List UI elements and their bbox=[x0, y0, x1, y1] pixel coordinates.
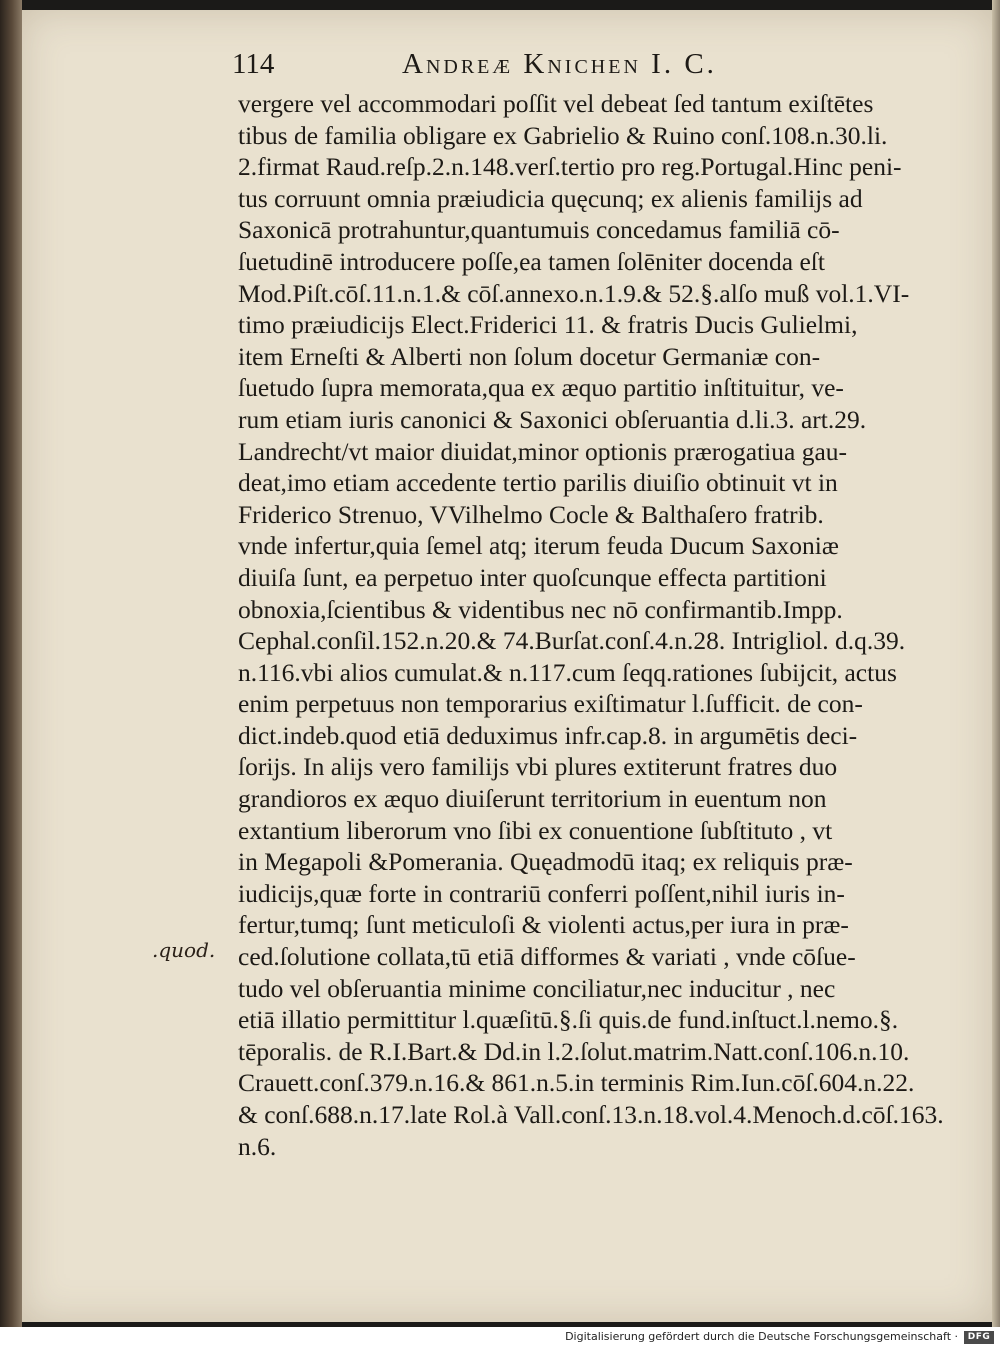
text-line: ſorijs. In alijs vero familijs vbi plures extiterunt fratres duo bbox=[238, 752, 838, 782]
footer-bar bbox=[0, 1327, 1000, 1349]
text-line: Saxonicā protrahuntur,quantumuis concedamus familiā cō- bbox=[238, 215, 840, 245]
page-number: 114 bbox=[232, 48, 275, 80]
text-line: diuiſa ſunt, ea perpetuo inter quoſcunque effecta partitioni bbox=[238, 562, 827, 592]
margin-annotation: .quod. bbox=[152, 938, 216, 962]
text-line: ſuetudo ſupra memorata,qua ex æquo partitio inſtituitur, ve- bbox=[238, 373, 844, 403]
text-line: rum etiam iuris canonici & Saxonici obſeruantia d.li.3. art.29. bbox=[238, 404, 867, 434]
text-line: Cephal.conſil.152.n.20.& 74.Burſat.conſ.4.n.28. Intrigliol. d.q.39. bbox=[238, 626, 906, 656]
text-line: enim perpetuus non temporarius exiſtimatur l.ſufficit. de con- bbox=[238, 689, 863, 719]
text-line: ſuetudinē introducere poſſe,ea tamen ſolēniter docenda eſt bbox=[238, 246, 825, 276]
text-line: tudo vel obſeruantia minime conciliatur,nec inducitur , nec bbox=[238, 973, 836, 1003]
text-line: grandioros ex æquo diuiſerunt territorium in euentum non bbox=[238, 784, 827, 814]
text-line: Landrecht/vt maior diuidat,minor optionis prærogatiua gau- bbox=[238, 436, 848, 466]
text-line: ced.ſolutione collata,tū etiā difformes & variati , vnde cōſue- bbox=[238, 942, 856, 972]
text-line: iudicijs,quæ forte in contrariū conferri poſſent,nihil iuris in- bbox=[238, 878, 845, 908]
text-line: n.6. bbox=[238, 1131, 277, 1161]
text-line: vnde infertur,quia ſemel atq; iterum feuda Ducum Saxoniæ bbox=[238, 531, 839, 561]
text-line: timo præiudicijs Elect.Friderici 11. & fratris Ducis Gulielmi, bbox=[238, 310, 858, 340]
page-header bbox=[232, 48, 952, 88]
text-line: Mod.Piſt.cōſ.11.n.1.& cōſ.annexo.n.1.9.& 52.§.alſo muß vol.1.VI- bbox=[238, 278, 910, 308]
text-line: extantium liberorum vno ſibi ex conuentione ſubſtituto , vt bbox=[238, 815, 833, 845]
running-title: Andreæ Knichen I. C. bbox=[402, 48, 717, 80]
text-line: tus corruunt omnia præiudicia quęcunq; ex alienis familijs ad bbox=[238, 183, 863, 213]
text-line: Friderico Strenuo, VVilhelmo Cocle & Balthaſero fratrib. bbox=[238, 499, 824, 529]
text-line: tēporalis. de R.I.Bart.& Dd.in l.2.ſolut.matrim.Natt.conſ.106.n.10. bbox=[238, 1036, 910, 1066]
text-line: deat,imo etiam accedente tertio parilis diuiſio obtinuit vt in bbox=[238, 468, 838, 498]
text-line: 2.firmat Raud.reſp.2.n.148.verſ.tertio pro reg.Portugal.Hinc peni- bbox=[238, 152, 902, 182]
text-line: item Erneſti & Alberti non ſolum docetur Germaniæ con- bbox=[238, 341, 821, 371]
text-line: Crauett.conſ.379.n.16.& 861.n.5.in terminis Rim.Iun.cōſ.604.n.22. bbox=[238, 1068, 915, 1098]
text-line: & conſ.688.n.17.late Rol.à Vall.conſ.13.n.18.vol.4.Menoch.d.cōſ.163. bbox=[238, 1100, 944, 1129]
body-text bbox=[238, 88, 958, 1162]
page-edge bbox=[992, 0, 1000, 1327]
text-line: tibus de familia obligare ex Gabrielio & Ruino conſ.108.n.30.li. bbox=[238, 120, 888, 150]
text-line: vergere vel accommodari poſſit vel debeat ſed tantum exiſtētes bbox=[238, 89, 874, 118]
text-line: fertur,tumq; ſunt meticuloſi & violenti actus,per iura in præ- bbox=[238, 910, 849, 940]
text-line: etiā illatio permittitur l.quæſitū.§.ſi quis.de fund.inſtuct.l.nemo.§. bbox=[238, 1005, 899, 1035]
text-line: obnoxia,ſcientibus & videntibus nec nō confirmantib.Impp. bbox=[238, 594, 843, 624]
book-spine-edge bbox=[0, 0, 22, 1327]
text-line: dict.indeb.quod etiā deduximus infr.cap.8. in argumētis deci- bbox=[238, 720, 858, 750]
dfg-logo: DFG bbox=[964, 1331, 994, 1344]
funding-credit: Digitalisierung gefördert durch die Deutsche Forschungsgemeinschaft · bbox=[565, 1330, 958, 1343]
text-line: in Megapoli &Pomerania. Quęadmodū itaq; ex reliquis præ- bbox=[238, 847, 853, 877]
text-line: n.116.vbi alios cumulat.& n.117.cum ſeqq.rationes ſubijcit, actus bbox=[238, 657, 897, 687]
